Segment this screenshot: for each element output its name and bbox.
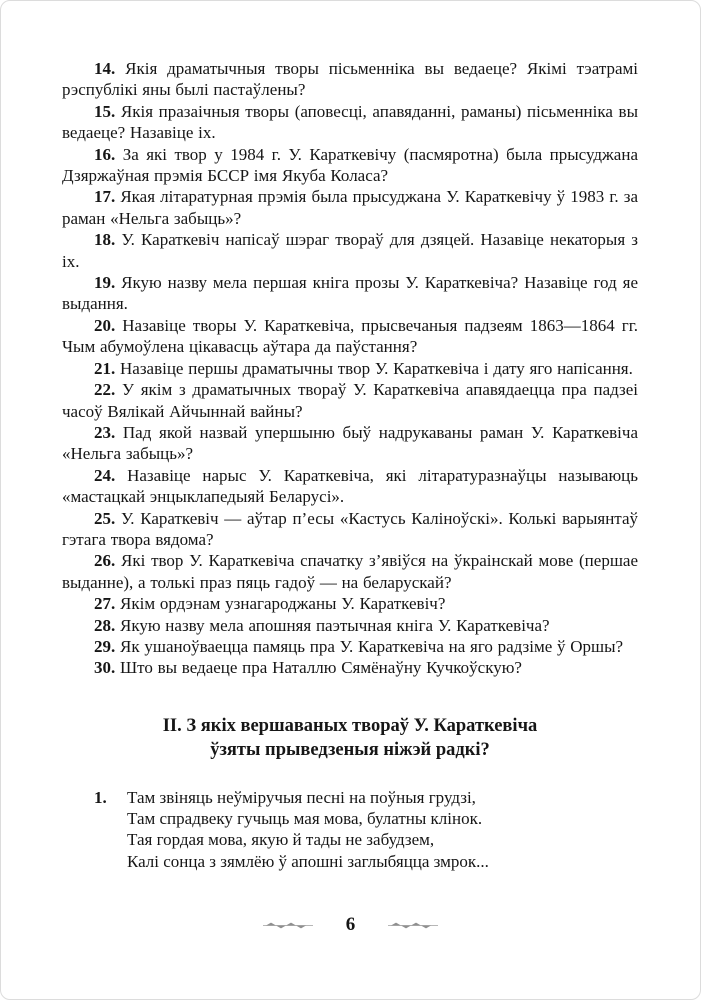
question-text: Пад якой назвай упершыню быў надрукаваны раман У. Караткевіча «Нельга забыць»?	[62, 422, 638, 464]
question-number: 14.	[94, 59, 116, 78]
question-item	[62, 508, 638, 551]
question-text: Якую назву мела першая кніга прозы У. Караткевіча? Назавіце год яе выдання.	[62, 273, 639, 314]
question-text: Як ушаноўваецца памяць пра У. Караткевіча на яго радзіме ў Оршы?	[120, 636, 624, 656]
question-number: 30.	[94, 658, 116, 678]
question-item	[62, 657, 638, 678]
question-text: За які твор у 1984 г. У. Караткевічу (пасмяротна) была прысуджана Дзяржаўная прэмія БССР імя Якуба Коласа?	[62, 144, 638, 186]
question-item	[62, 58, 638, 101]
verse-line: Калі сонца з зямлёю ў апошні заглыбяцца змрок...	[127, 851, 489, 871]
question-text: Назавіце нарыс У. Караткевіча, які літаратуразнаўцы называюць «мастацкай энцыклапедыяй Беларусі».	[62, 465, 639, 507]
question-item	[62, 315, 638, 358]
question-number: 23.	[94, 422, 116, 442]
verse-lines	[127, 787, 489, 872]
question-number: 18.	[94, 230, 116, 250]
section-heading-line-2: ўзяты прыведзеныя ніжэй радкі?	[210, 739, 490, 760]
verse-line: Там звіняць неўміручыя песні на поўныя грудзі,	[127, 787, 476, 807]
footer-ornament-left-icon	[262, 921, 314, 930]
question-item	[62, 422, 638, 465]
footer-ornament-right-icon	[387, 921, 439, 930]
question-item	[62, 186, 638, 229]
question-item	[62, 358, 638, 379]
question-item	[62, 593, 638, 614]
question-text: Што вы ведаеце пра Наталлю Сямёнаўну Кучкоўскую?	[120, 658, 522, 678]
questions-list	[62, 58, 638, 679]
question-number: 22.	[94, 380, 116, 400]
question-number: 29.	[94, 636, 116, 656]
question-text: Якія драматычныя творы пісьменніка вы ведаеце? Якімі тэатрамі рэспублікі яны былі пастаўлены?	[62, 59, 638, 100]
question-item	[62, 272, 638, 315]
question-text: У. Караткевіч — аўтар п’есы «Кастусь Каліноўскі». Колькі варыянтаў гэтага твора вядома?	[62, 508, 638, 549]
question-number: 24.	[94, 465, 116, 485]
question-text: Які твор У. Караткевіча спачатку з’явіўся на ўкраінскай мове (першае выданне), а толькі праз пяць гадоў — на беларускай?	[62, 551, 639, 592]
question-number: 17.	[94, 187, 116, 207]
question-number: 20.	[94, 315, 116, 335]
verse-item	[94, 787, 638, 872]
question-text: Якая літаратурная прэмія была прысуджана У. Караткевічу ў 1983 г. за раман «Нельга забыць»?	[62, 187, 638, 228]
question-item	[62, 550, 638, 593]
question-text: У. Караткевіч напісаў шэраг твораў для дзяцей. Назавіце некаторыя з іх.	[62, 230, 638, 271]
question-number: 21.	[94, 358, 116, 378]
question-item	[62, 636, 638, 657]
question-text: Якія празаічныя творы (аповесці, апавяданні, раманы) пісьменніка вы ведаеце? Назавіце іх.	[62, 101, 639, 143]
verse-line: Тая гордая мова, якую й тады не забудзем,	[127, 830, 435, 850]
question-item	[62, 144, 638, 187]
question-item	[62, 615, 638, 636]
question-item	[62, 465, 638, 508]
section-heading-line-1: II. З якіх вершаваных твораў У. Караткевіча	[162, 715, 538, 736]
page-number: 6	[345, 914, 356, 935]
page-footer	[1, 914, 700, 936]
question-text: Якім ордэнам узнагароджаны У. Караткевіч?	[120, 594, 446, 614]
question-number: 16.	[94, 144, 116, 164]
question-text: Назавіце першы драматычны твор У. Караткевіча і дату яго напісання.	[120, 358, 633, 378]
question-number: 27.	[94, 594, 116, 614]
question-number: 15.	[94, 101, 116, 121]
question-text: Назавіце творы У. Караткевіча, прысвечаныя падзеям 1863—1864 гг. Чым абумоўлена цікавасць аўтара да паўстання?	[62, 315, 639, 357]
verse-line: Там спрадвеку гучыць мая мова, булатны клінок.	[127, 809, 483, 829]
section-heading	[62, 714, 638, 762]
question-item	[62, 379, 638, 422]
question-text: Якую назву мела апошняя паэтычная кніга У. Караткевіча?	[120, 615, 550, 635]
question-item	[62, 229, 638, 272]
verse-number: 1.	[94, 787, 107, 807]
question-item	[62, 101, 638, 144]
question-number: 28.	[94, 615, 116, 635]
question-number: 19.	[94, 273, 116, 293]
question-number: 25.	[94, 508, 116, 528]
question-number: 26.	[94, 551, 116, 571]
question-text: У якім з драматычных твораў У. Караткевіча апавядаецца пра падзеі часоў Вялікай Айчыннай вайны?	[62, 380, 638, 421]
